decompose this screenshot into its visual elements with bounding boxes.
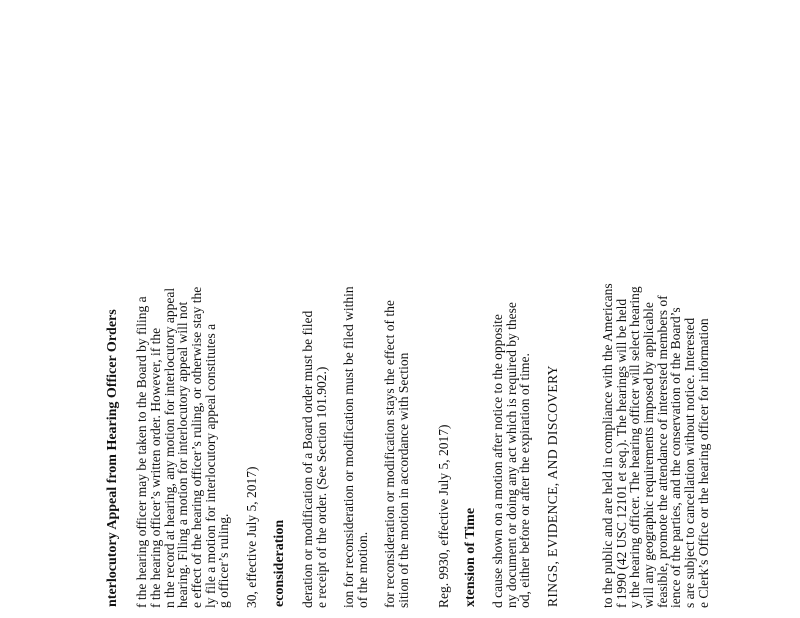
body-line: ny document or doing any act which is required by these [504, 302, 519, 608]
body-line: of the motion. [355, 531, 370, 608]
body-line: ly file a motion for interlocutory appeal constitutes a [203, 323, 218, 608]
body-line: od, either before or after the expiration of time. [517, 353, 532, 608]
body-line: will any geographic requirements imposed by applicable [641, 302, 656, 608]
body-line: f the hearing officer may be taken to the Board by filing a [134, 296, 149, 608]
body-line: f 1990 (42 USC 12101 et seq.). The hearings will be held [614, 298, 629, 608]
body-line: to the public and are held in compliance with the Americans [600, 283, 615, 608]
section-heading-interlocutory-appeal: nterlocutory Appeal from Hearing Officer Orders [105, 309, 120, 607]
body-line: e Clerk’s Office or the hearing officer for information [696, 318, 711, 608]
body-line: g officer’s ruling. [216, 513, 231, 608]
subpart-heading: RINGS, EVIDENCE, AND DISCOVERY [545, 365, 560, 607]
body-line: ience of the parties, and the conservation of the Board’s [668, 307, 683, 608]
section-heading-reconsideration: econsideration [272, 519, 287, 607]
body-line: for reconsideration or modification stays the effect of the [382, 300, 397, 608]
body-line: s are subject to cancellation without notice. Interested [682, 317, 697, 608]
body-line: n the record at hearing, any motion for interlocutory appeal [162, 287, 177, 608]
body-line: e effect of the hearing officer’s ruling, or otherwise stay the [189, 286, 204, 608]
body-line: d cause shown on a motion after notice to the opposite [490, 314, 505, 608]
body-line: ion for reconsideration or modification must be filed within [341, 286, 356, 608]
body-line: sition of the motion in accordance with Section [396, 352, 411, 608]
source-history-note: Reg. 9930, effective July 5, 2017) [436, 424, 451, 608]
section-heading-extension-of-time: xtension of Time [463, 507, 478, 607]
body-line: hearing. Filing a motion for interlocutory appeal will not [175, 301, 190, 608]
body-line: e receipt of the order. (See Section 101.902.) [314, 366, 329, 608]
source-history-note: 30, effective July 5, 2017) [244, 466, 259, 608]
body-line: f the hearing officer’s written order. However, if the [148, 327, 163, 608]
body-line: feasible, promote the attendance of interested members of [655, 295, 670, 608]
body-line: deration or modification of a Board order must be filed [300, 310, 315, 608]
body-line: y the hearing officer. The hearing officer will select hearing [627, 286, 642, 608]
